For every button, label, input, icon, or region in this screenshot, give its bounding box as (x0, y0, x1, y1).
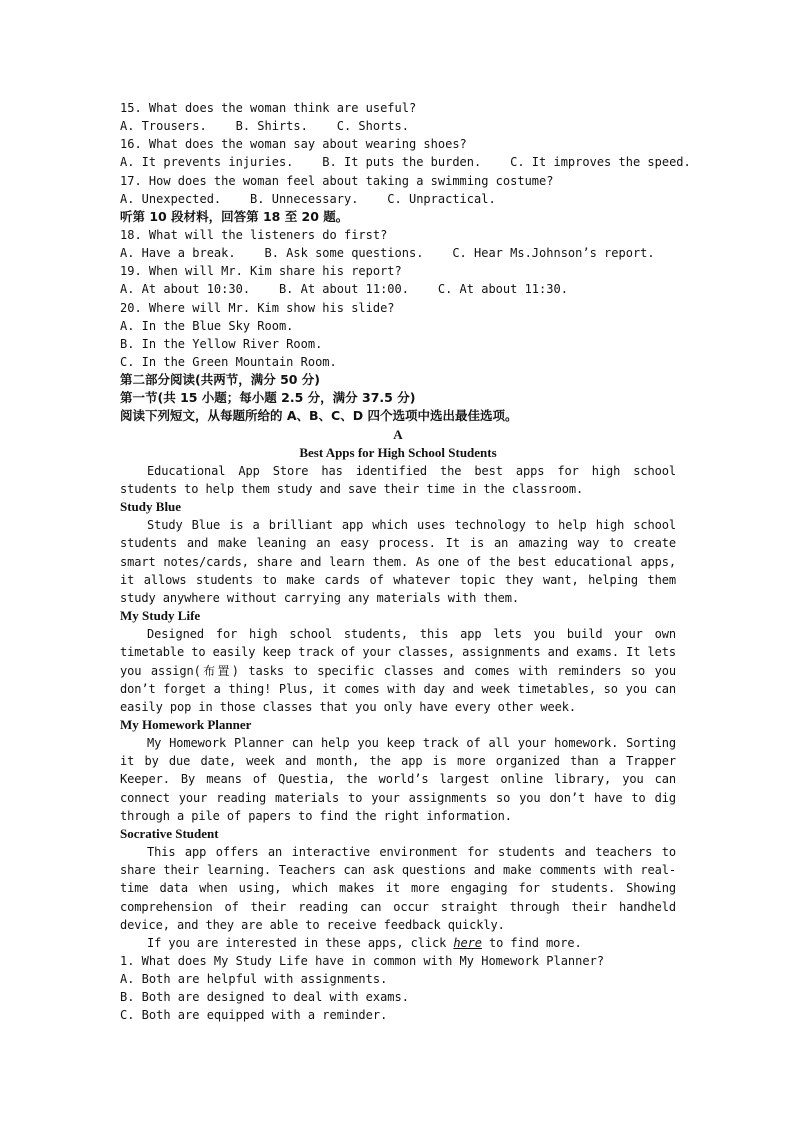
question-16: 16. What does the woman say about wearing shoes? (120, 137, 467, 152)
option-20-c: C. In the Green Mountain Room. (120, 354, 337, 369)
app-heading-socrative-student: Socrative Student (120, 825, 219, 841)
question-19: 19. When will Mr. Kim share his report? (120, 264, 402, 279)
listening-section (120, 99, 691, 371)
options-16: A. It prevents injuries. B. It puts the burden. C. It improves the speed. (120, 155, 691, 170)
question-20: 20. Where will Mr. Kim show his slide? (120, 300, 395, 315)
app-heading-my-homework-planner: My Homework Planner (120, 716, 252, 732)
passage-closing (120, 934, 676, 952)
question-1: 1. What does My Study Life have in common with My Homework Planner? (120, 953, 605, 968)
options-15: A. Trousers. B. Shirts. C. Shorts. (120, 119, 409, 134)
reading-instruction: 阅读下列短文，从每题所给的 A、B、C、D 四个选项中选出最佳选项。 (120, 408, 518, 424)
app-heading-study-blue: Study Blue (120, 499, 182, 515)
section-title: 第一节(共 15 小题；每小题 2.5 分，满分 37.5 分) (120, 390, 416, 406)
options-18: A. Have a break. B. Ask some questions. C. Hear Ms.Johnson’s report. (120, 246, 655, 261)
option-1-b: B. Both are designed to deal with exams. (120, 990, 409, 1005)
question-17: 17. How does the woman feel about taking a swimming costume? (120, 173, 554, 188)
options-19: A. At about 10:30. B. At about 11:00. C. At about 11:30. (120, 282, 568, 297)
option-1-a: A. Both are helpful with assignments. (120, 972, 388, 987)
question-15: 15. What does the woman think are useful? (120, 101, 417, 115)
passage-title: Best Apps for High School Students (299, 444, 497, 460)
app-text-my-homework-planner: My Homework Planner can help you keep track of all your homework. Sorting it by due date, week and month, the app is more organized than a Trapper Keeper. By means of Questia, the world’s largest online library, you can connect your reading materials to your assignments so you don’t have to dig through a pile of papers to find the right information. (120, 736, 676, 823)
material-10-heading: 听第 10 段材料，回答第 18 至 20 题。 (120, 208, 349, 224)
exam-page (120, 99, 691, 1025)
part-title: 第二部分阅读(共两节，满分 50 分) (120, 372, 321, 388)
app-heading-my-study-life: My Study Life (120, 608, 201, 624)
closing-text-before: If you are interested in these apps, click (147, 935, 454, 950)
passage-intro: Educational App Store has identified the best apps for high school students to help them study and save their time in the classroom. (120, 463, 676, 496)
here-link[interactable]: here (453, 935, 482, 950)
option-1-c: C. Both are equipped with a reminder. (120, 1008, 388, 1023)
options-17: A. Unexpected. B. Unnecessary. C. Unpractical. (120, 191, 496, 206)
app-text-study-blue: Study Blue is a brilliant app which uses technology to help high school students and make leaning an easy process. It is an amazing way to create smart notes/cards, share and learn them. As one of the best educational apps, it allows students to make cards of whatever topic they want, helping them study anywhere without carrying any materials with them. (120, 518, 676, 605)
question-18: 18. What will the listeners do first? (120, 227, 388, 242)
option-20-a: A. In the Blue Sky Room. (120, 318, 294, 333)
passage-letter: A (393, 426, 403, 442)
app-text-socrative-student: This app offers an interactive environment for students and teachers to share their learning. Teachers can ask questions and make comments with real-time data when using, which makes it more engaging for students. Showing comprehension of their reading can occur straight through their handheld device, and they are able to receive feedback quickly. (120, 845, 676, 932)
closing-text-after: to find more. (481, 935, 582, 950)
app-text-my-study-life: Designed for high school students, this app lets you build your own timetable to easily keep track of your classes, assignments and exams. It lets you assign(布置) tasks to specific classes and comes with reminders so you don’t forget a thing! Plus, it comes with day and week timetables, so you can easily pop in those classes that you only have every other week. (120, 627, 676, 714)
option-20-b: B. In the Yellow River Room. (120, 336, 323, 351)
reading-section (120, 371, 676, 1024)
